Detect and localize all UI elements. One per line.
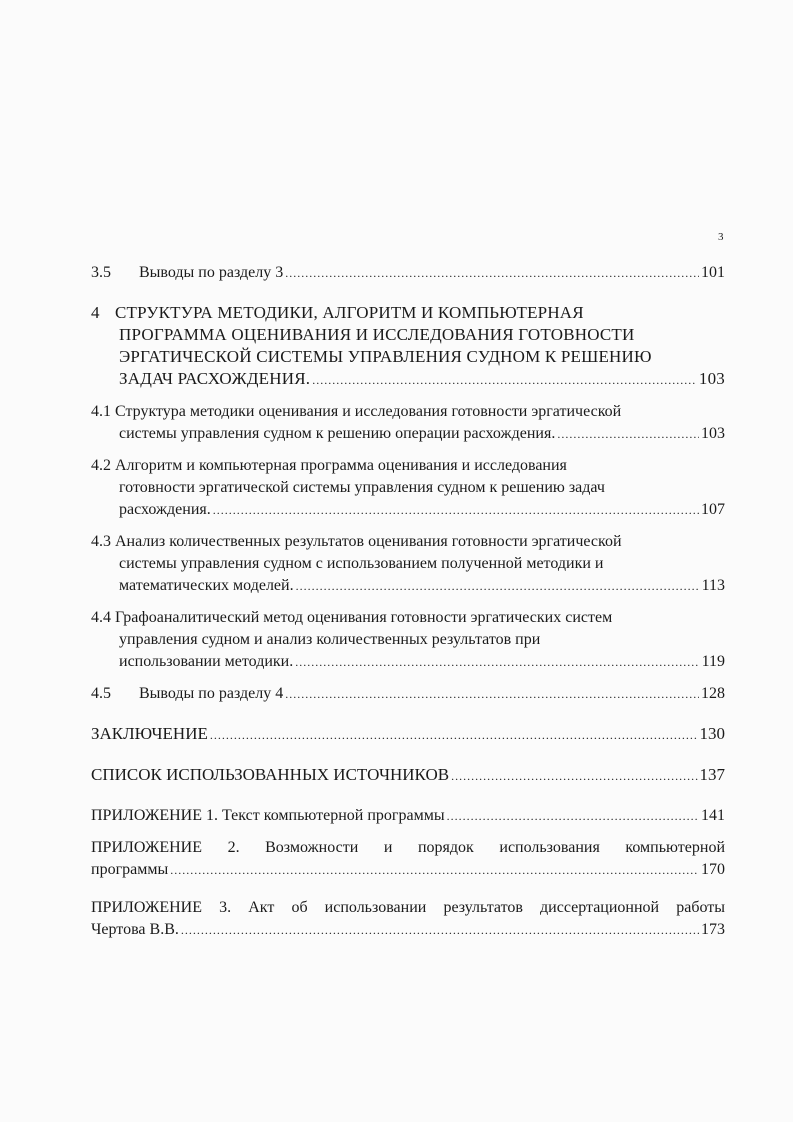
- toc-entry-4: [91, 302, 725, 391]
- toc-entry-4-1: [91, 401, 725, 445]
- toc-title: СПИСОК ИСПОЛЬЗОВАННЫХ ИСТОЧНИКОВ: [91, 765, 450, 784]
- toc-title-line: ЗАДАЧ РАСХОЖДЕНИЯ.: [119, 369, 311, 388]
- toc-page: 103: [701, 425, 725, 442]
- toc-page: 113: [701, 577, 725, 594]
- toc-title: Выводы по разделу 4: [139, 685, 284, 702]
- toc-number: 3.5: [91, 264, 111, 281]
- toc-number: 4.5: [91, 685, 111, 702]
- toc-title-line: системы управления судном к решению операции расхождения.: [119, 425, 556, 442]
- dot-leader: [447, 805, 699, 827]
- page-number: 3: [718, 231, 724, 243]
- dot-leader: [213, 499, 699, 521]
- dot-leader: [210, 724, 698, 746]
- toc-title-line: ПРОГРАММА ОЦЕНИВАНИЯ И ИССЛЕДОВАНИЯ ГОТОВНОСТИ: [119, 325, 635, 344]
- table-of-contents: [91, 262, 725, 941]
- toc-page: 107: [701, 501, 725, 518]
- toc-title-line: ЭРГАТИЧЕСКОЙ СИСТЕМЫ УПРАВЛЕНИЯ СУДНОМ К РЕШЕНИЮ: [119, 347, 652, 366]
- toc-title: ПРИЛОЖЕНИЕ 1. Текст компьютерной программы: [91, 807, 445, 824]
- toc-page: 128: [701, 685, 725, 702]
- dot-leader: [181, 919, 699, 941]
- toc-entry-appendix-1: [91, 805, 725, 827]
- toc-page: 141: [701, 807, 725, 824]
- toc-entry-4-3: [91, 531, 725, 597]
- dot-leader: [451, 765, 697, 787]
- toc-entry-appendix-2: [91, 837, 725, 881]
- toc-entry-4-2: [91, 455, 725, 521]
- toc-page: 119: [701, 653, 725, 670]
- toc-title: Выводы по разделу 3: [139, 264, 284, 281]
- toc-entry-sources: [91, 764, 725, 787]
- toc-title-line: управления судном и анализ количественных результатов при: [119, 631, 541, 648]
- dot-leader: [295, 651, 699, 673]
- toc-page: 137: [699, 765, 725, 784]
- toc-page: 173: [701, 921, 725, 938]
- toc-entry-conclusion: [91, 723, 725, 746]
- toc-title-line: ПРИЛОЖЕНИЕ 3. Акт об использовании результатов диссертационной работы: [91, 899, 725, 916]
- toc-entry-4-4: [91, 607, 725, 673]
- toc-title-line: ПРИЛОЖЕНИЕ 2. Возможности и порядок использования компьютерной: [91, 839, 725, 856]
- dot-leader: [285, 262, 699, 284]
- toc-entry-4-5: [91, 683, 725, 705]
- toc-page: 103: [698, 369, 725, 388]
- toc-entry-3-5: [91, 262, 725, 284]
- toc-page: 101: [701, 264, 725, 281]
- toc-title: ЗАКЛЮЧЕНИЕ: [91, 724, 208, 743]
- toc-entry-appendix-3: [91, 897, 725, 941]
- toc-title-line: программы: [91, 861, 169, 878]
- toc-title-line: Чертова В.В.: [91, 921, 179, 938]
- toc-title-line: 4.4 Графоаналитический метод оценивания готовности эргатических систем: [91, 609, 613, 626]
- toc-title-line: системы управления судном с использованием полученной методики и: [119, 555, 604, 572]
- toc-page: 130: [699, 724, 725, 743]
- toc-title-line: 4.1 Структура методики оценивания и исследования готовности эргатической: [91, 403, 622, 420]
- toc-page: 170: [701, 861, 725, 878]
- dot-leader: [312, 369, 697, 391]
- dot-leader: [170, 859, 699, 881]
- toc-title-line: 4.3 Анализ количественных результатов оценивания готовности эргатической: [91, 533, 622, 550]
- toc-title-line: использовании методики.: [119, 653, 294, 670]
- toc-title-line: расхождения.: [119, 501, 211, 518]
- toc-title-line: готовности эргатической системы управления судном к решению задач: [119, 479, 605, 496]
- dot-leader: [296, 575, 700, 597]
- dot-leader: [285, 683, 699, 705]
- toc-number: 4: [91, 303, 100, 322]
- toc-title-line: 4.2 Алгоритм и компьютерная программа оценивания и исследования: [91, 457, 567, 474]
- dot-leader: [557, 423, 699, 445]
- toc-title-line: СТРУКТУРА МЕТОДИКИ, АЛГОРИТМ И КОМПЬЮТЕРНАЯ: [115, 303, 584, 322]
- toc-title-line: математических моделей.: [119, 577, 294, 594]
